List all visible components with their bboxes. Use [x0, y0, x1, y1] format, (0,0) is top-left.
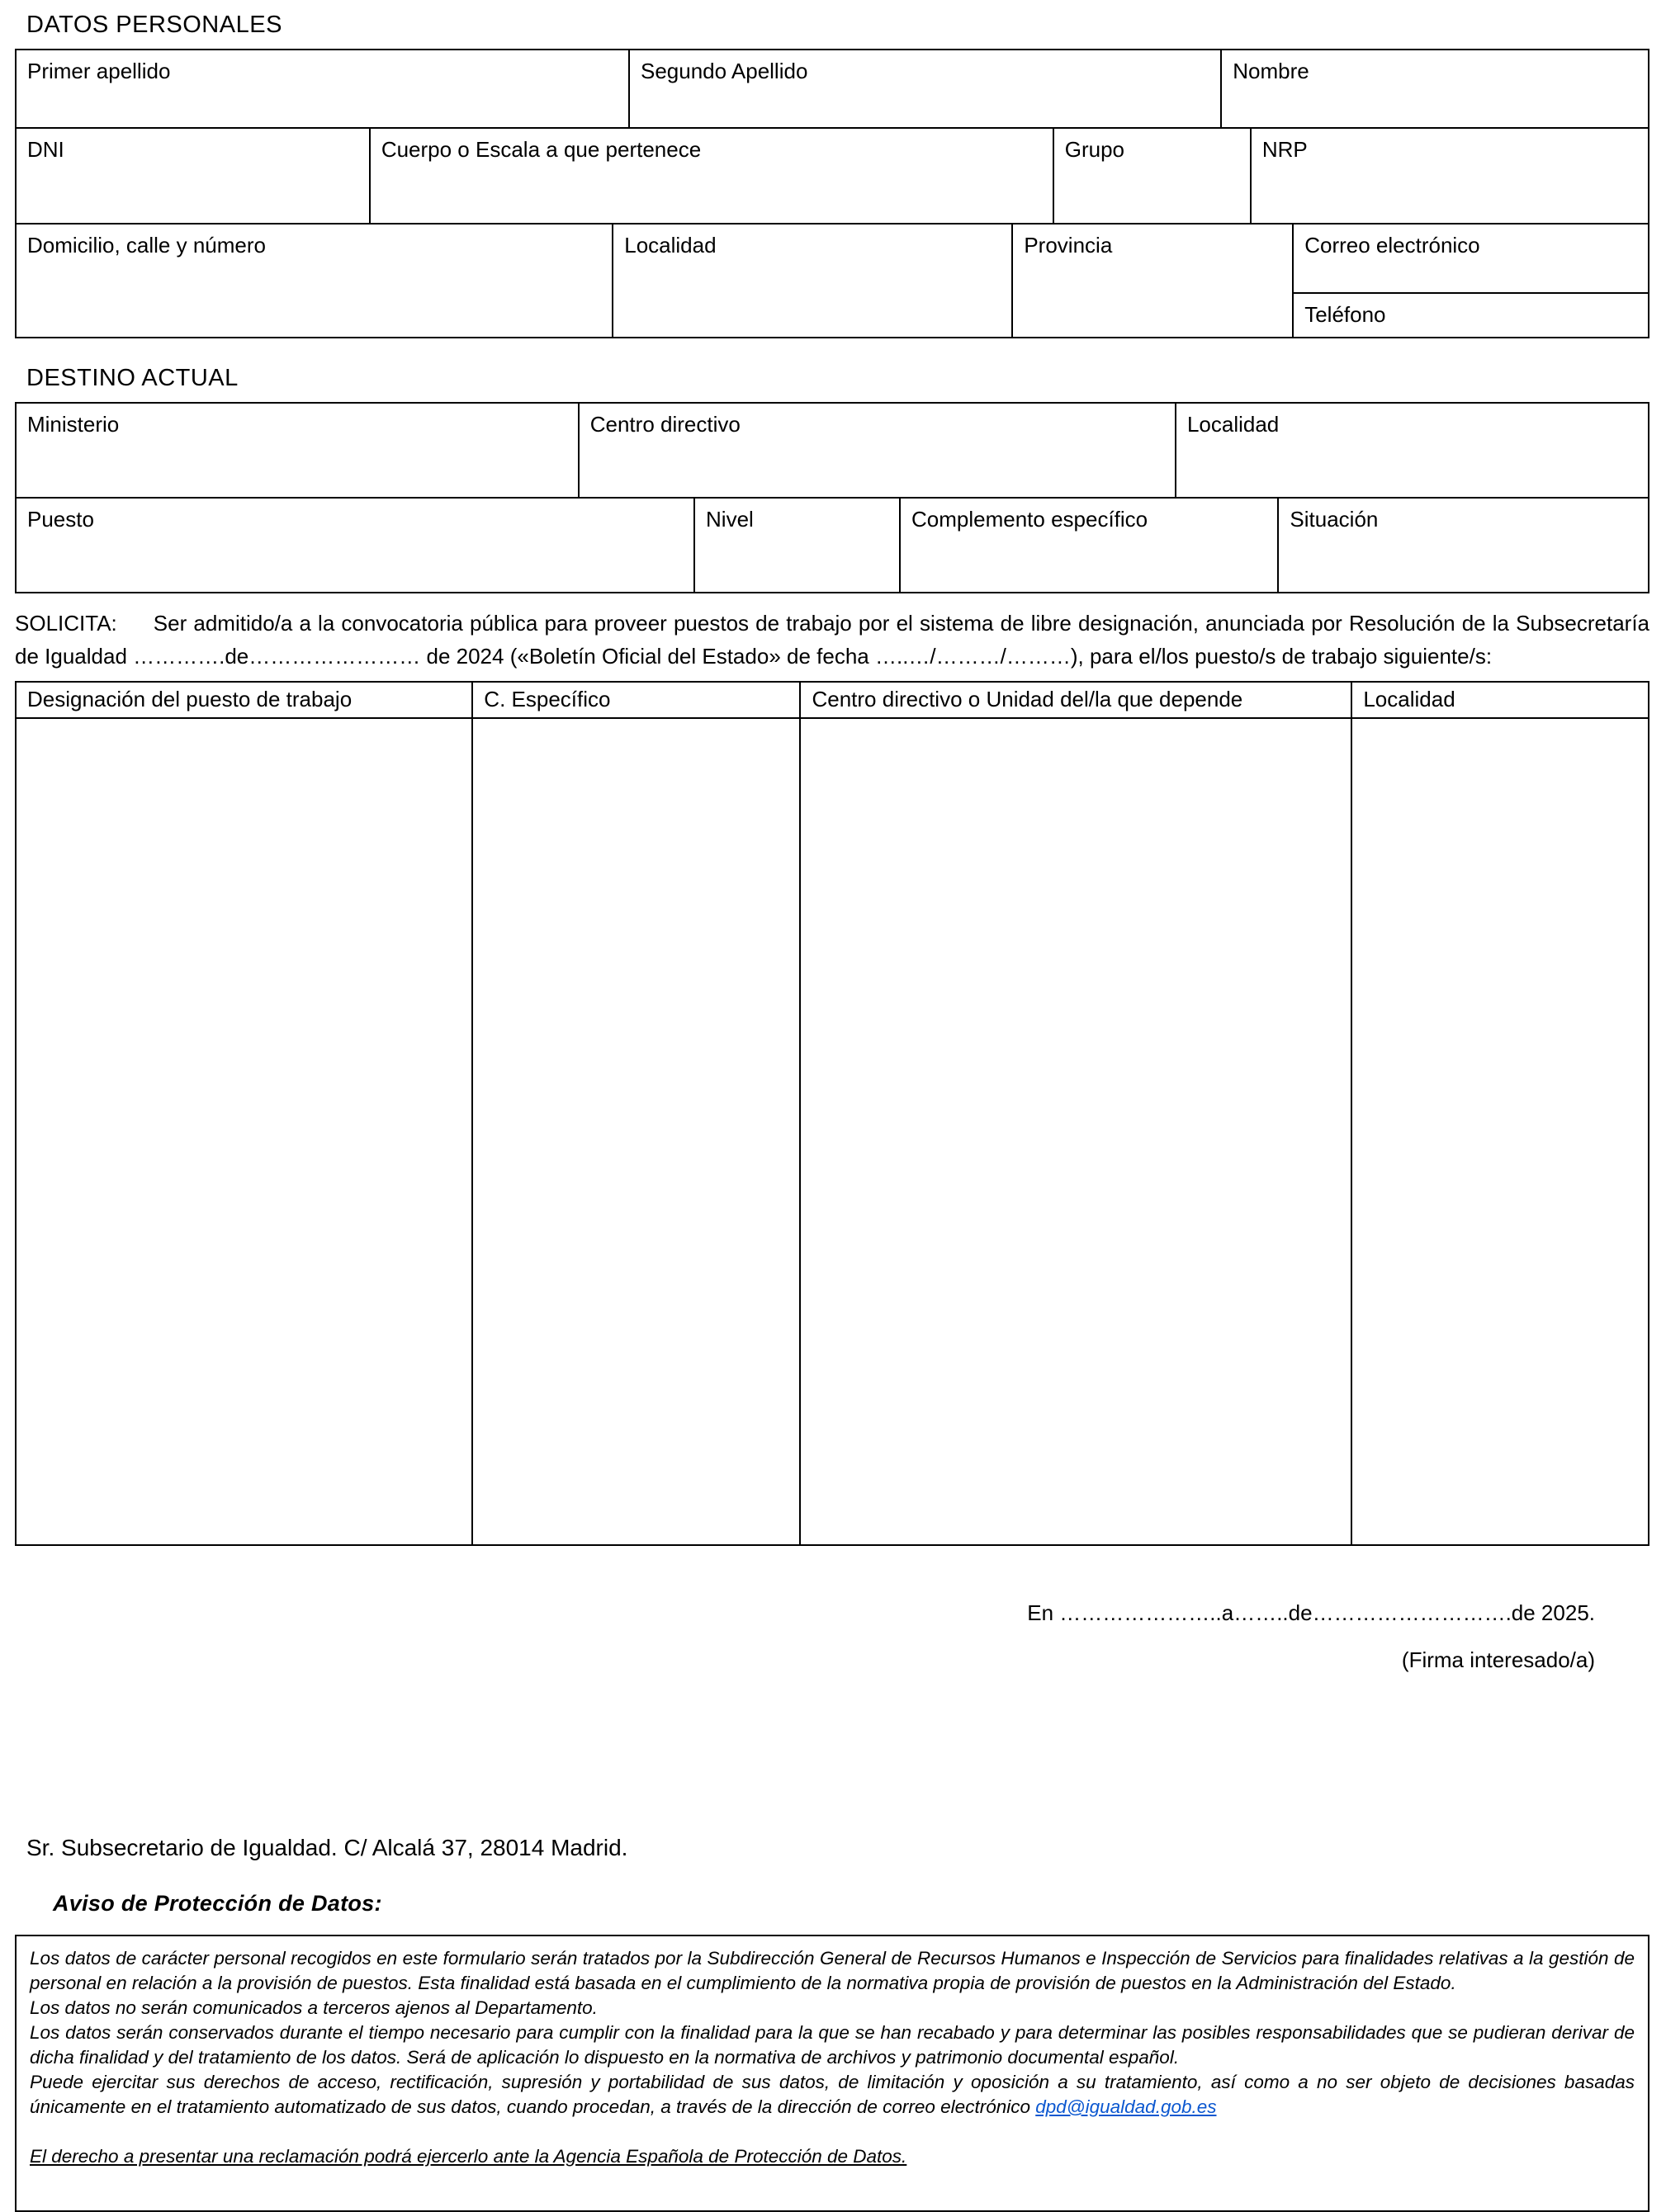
telefono-label: Teléfono	[1304, 302, 1386, 327]
privacy-paragraph-4	[30, 2070, 1635, 2120]
telefono-field[interactable]	[1294, 292, 1648, 337]
privacy-paragraph-1: Los datos de carácter personal recogidos en este formulario serán tratados por la Subdirección General de Recursos Humanos e Inspección de Servicios para finalidades relativas a la gestión de personal en relación a la provisión de puestos. Esta finalidad está basada en el cumplimiento de la normativa propia de provisión de puestos en la Administración del Estado.	[30, 1947, 1635, 1993]
signature-block	[15, 1600, 1649, 1673]
destino-localidad-label: Localidad	[1186, 412, 1280, 437]
privacy-claim-line: El derecho a presentar una reclamación podrá ejercerlo ante la Agencia Española de Protección de Datos.	[30, 2145, 907, 2167]
table-row	[17, 497, 1648, 592]
provincia-label: Provincia	[1024, 233, 1113, 258]
centro-directivo-unidad-header	[799, 683, 1351, 717]
c-especifico-header-label: C. Específico	[484, 687, 611, 711]
nombre-field[interactable]	[1220, 50, 1648, 127]
table-body-row	[17, 717, 1648, 1544]
privacy-notice-title: Aviso de Protección de Datos:	[53, 1890, 382, 1916]
domicilio-label: Domicilio, calle y número	[27, 233, 266, 258]
complemento-especifico-field[interactable]	[899, 499, 1277, 592]
complemento-especifico-label: Complemento específico	[911, 507, 1148, 532]
cuerpo-escala-field[interactable]	[369, 129, 1053, 223]
nivel-field[interactable]	[693, 499, 899, 592]
datos-personales-title: DATOS PERSONALES	[26, 12, 282, 38]
privacy-paragraph-4-text: Puede ejercitar sus derechos de acceso, rectificación, supresión y portabilidad de sus datos, de limitación y oposición a su tratamiento, así como a no ser objeto de decisiones basadas únicamente en el tratamiento automatizado de sus datos, cuando procedan, a través de la dirección de correo electrónico	[30, 2071, 1635, 2117]
ministerio-label: Ministerio	[27, 412, 120, 437]
puesto-field[interactable]	[17, 499, 693, 592]
nrp-label: NRP	[1261, 137, 1308, 162]
signature-label: (Firma interesado/a)	[1401, 1647, 1595, 1672]
puestos-solicitados-table	[15, 681, 1649, 1546]
ministerio-field[interactable]	[17, 404, 578, 497]
centro-directivo-unidad-header-label: Centro directivo o Unidad del/la que depende	[812, 687, 1243, 711]
dni-label: DNI	[27, 137, 64, 162]
provincia-field[interactable]	[1011, 225, 1292, 337]
puestos-localidad-cell[interactable]	[1351, 719, 1648, 1544]
puesto-label: Puesto	[27, 507, 94, 532]
nivel-label: Nivel	[706, 507, 754, 532]
destino-actual-table	[15, 402, 1649, 593]
solicita-paragraph	[15, 607, 1649, 673]
situacion-field[interactable]	[1277, 499, 1648, 592]
primer-apellido-field[interactable]	[17, 50, 628, 127]
privacy-notice-box	[15, 1935, 1649, 2212]
centro-directivo-unidad-cell[interactable]	[799, 719, 1351, 1544]
destino-actual-title: DESTINO ACTUAL	[26, 365, 239, 391]
contacto-cell	[1292, 225, 1648, 337]
grupo-label: Grupo	[1064, 137, 1125, 162]
privacy-paragraph-2: Los datos no serán comunicados a terceros ajenos al Departamento.	[30, 1997, 598, 2018]
solicita-label: SOLICITA:	[15, 611, 117, 636]
nombre-label: Nombre	[1233, 59, 1309, 83]
table-row	[17, 404, 1648, 497]
dpd-email-link[interactable]: dpd@igualdad.gob.es	[1035, 2096, 1217, 2117]
primer-apellido-label: Primer apellido	[27, 59, 171, 83]
centro-directivo-field[interactable]	[578, 404, 1175, 497]
datos-personales-table	[15, 49, 1649, 338]
designacion-puesto-cell[interactable]	[17, 719, 471, 1544]
centro-directivo-label: Centro directivo	[589, 412, 741, 437]
designacion-puesto-header	[17, 683, 471, 717]
solicita-text: Ser admitido/a a la convocatoria pública para proveer puestos de trabajo por el sistema de libre designación, anunciada por Resolución de la Subsecretaría de Igualdad ………….de…………………… de 2024 («Boletín Oficial del Estado» de fecha …..…/………/………), para el/los puesto/s de trabajo siguiente/s:	[15, 611, 1649, 669]
cuerpo-escala-label: Cuerpo o Escala a que pertenece	[381, 137, 702, 162]
addressee-line: Sr. Subsecretario de Igualdad. C/ Alcalá 37, 28014 Madrid.	[26, 1834, 628, 1860]
c-especifico-header	[471, 683, 799, 717]
dni-field[interactable]	[17, 129, 369, 223]
nrp-field[interactable]	[1250, 129, 1648, 223]
table-row	[17, 223, 1648, 337]
privacy-paragraph-3: Los datos serán conservados durante el tiempo necesario para cumplir con la finalidad para la que se han recabado y para determinar las posibles responsabilidades que se pudieran derivar de dicha finalidad y del tratamiento de los datos. Será de aplicación lo dispuesto en la normativa de archivos y patrimonio documental español.	[30, 2021, 1635, 2068]
localidad-label: Localidad	[624, 233, 717, 258]
puestos-localidad-header	[1351, 683, 1648, 717]
table-row	[17, 50, 1648, 127]
date-line: En …………………..a……..de……………………….de 2025.	[1027, 1600, 1595, 1625]
domicilio-field[interactable]	[17, 225, 612, 337]
correo-electronico-label: Correo electrónico	[1304, 233, 1480, 258]
localidad-field[interactable]	[612, 225, 1011, 337]
situacion-label: Situación	[1290, 507, 1379, 532]
designacion-puesto-header-label: Designación del puesto de trabajo	[27, 687, 353, 711]
segundo-apellido-label: Segundo Apellido	[641, 59, 808, 83]
table-row	[17, 127, 1648, 223]
c-especifico-cell[interactable]	[471, 719, 799, 1544]
correo-electronico-field[interactable]	[1294, 225, 1648, 292]
segundo-apellido-field[interactable]	[628, 50, 1220, 127]
puestos-localidad-header-label: Localidad	[1363, 687, 1455, 711]
destino-localidad-field[interactable]	[1175, 404, 1648, 497]
table-header-row	[17, 683, 1648, 717]
grupo-field[interactable]	[1053, 129, 1250, 223]
